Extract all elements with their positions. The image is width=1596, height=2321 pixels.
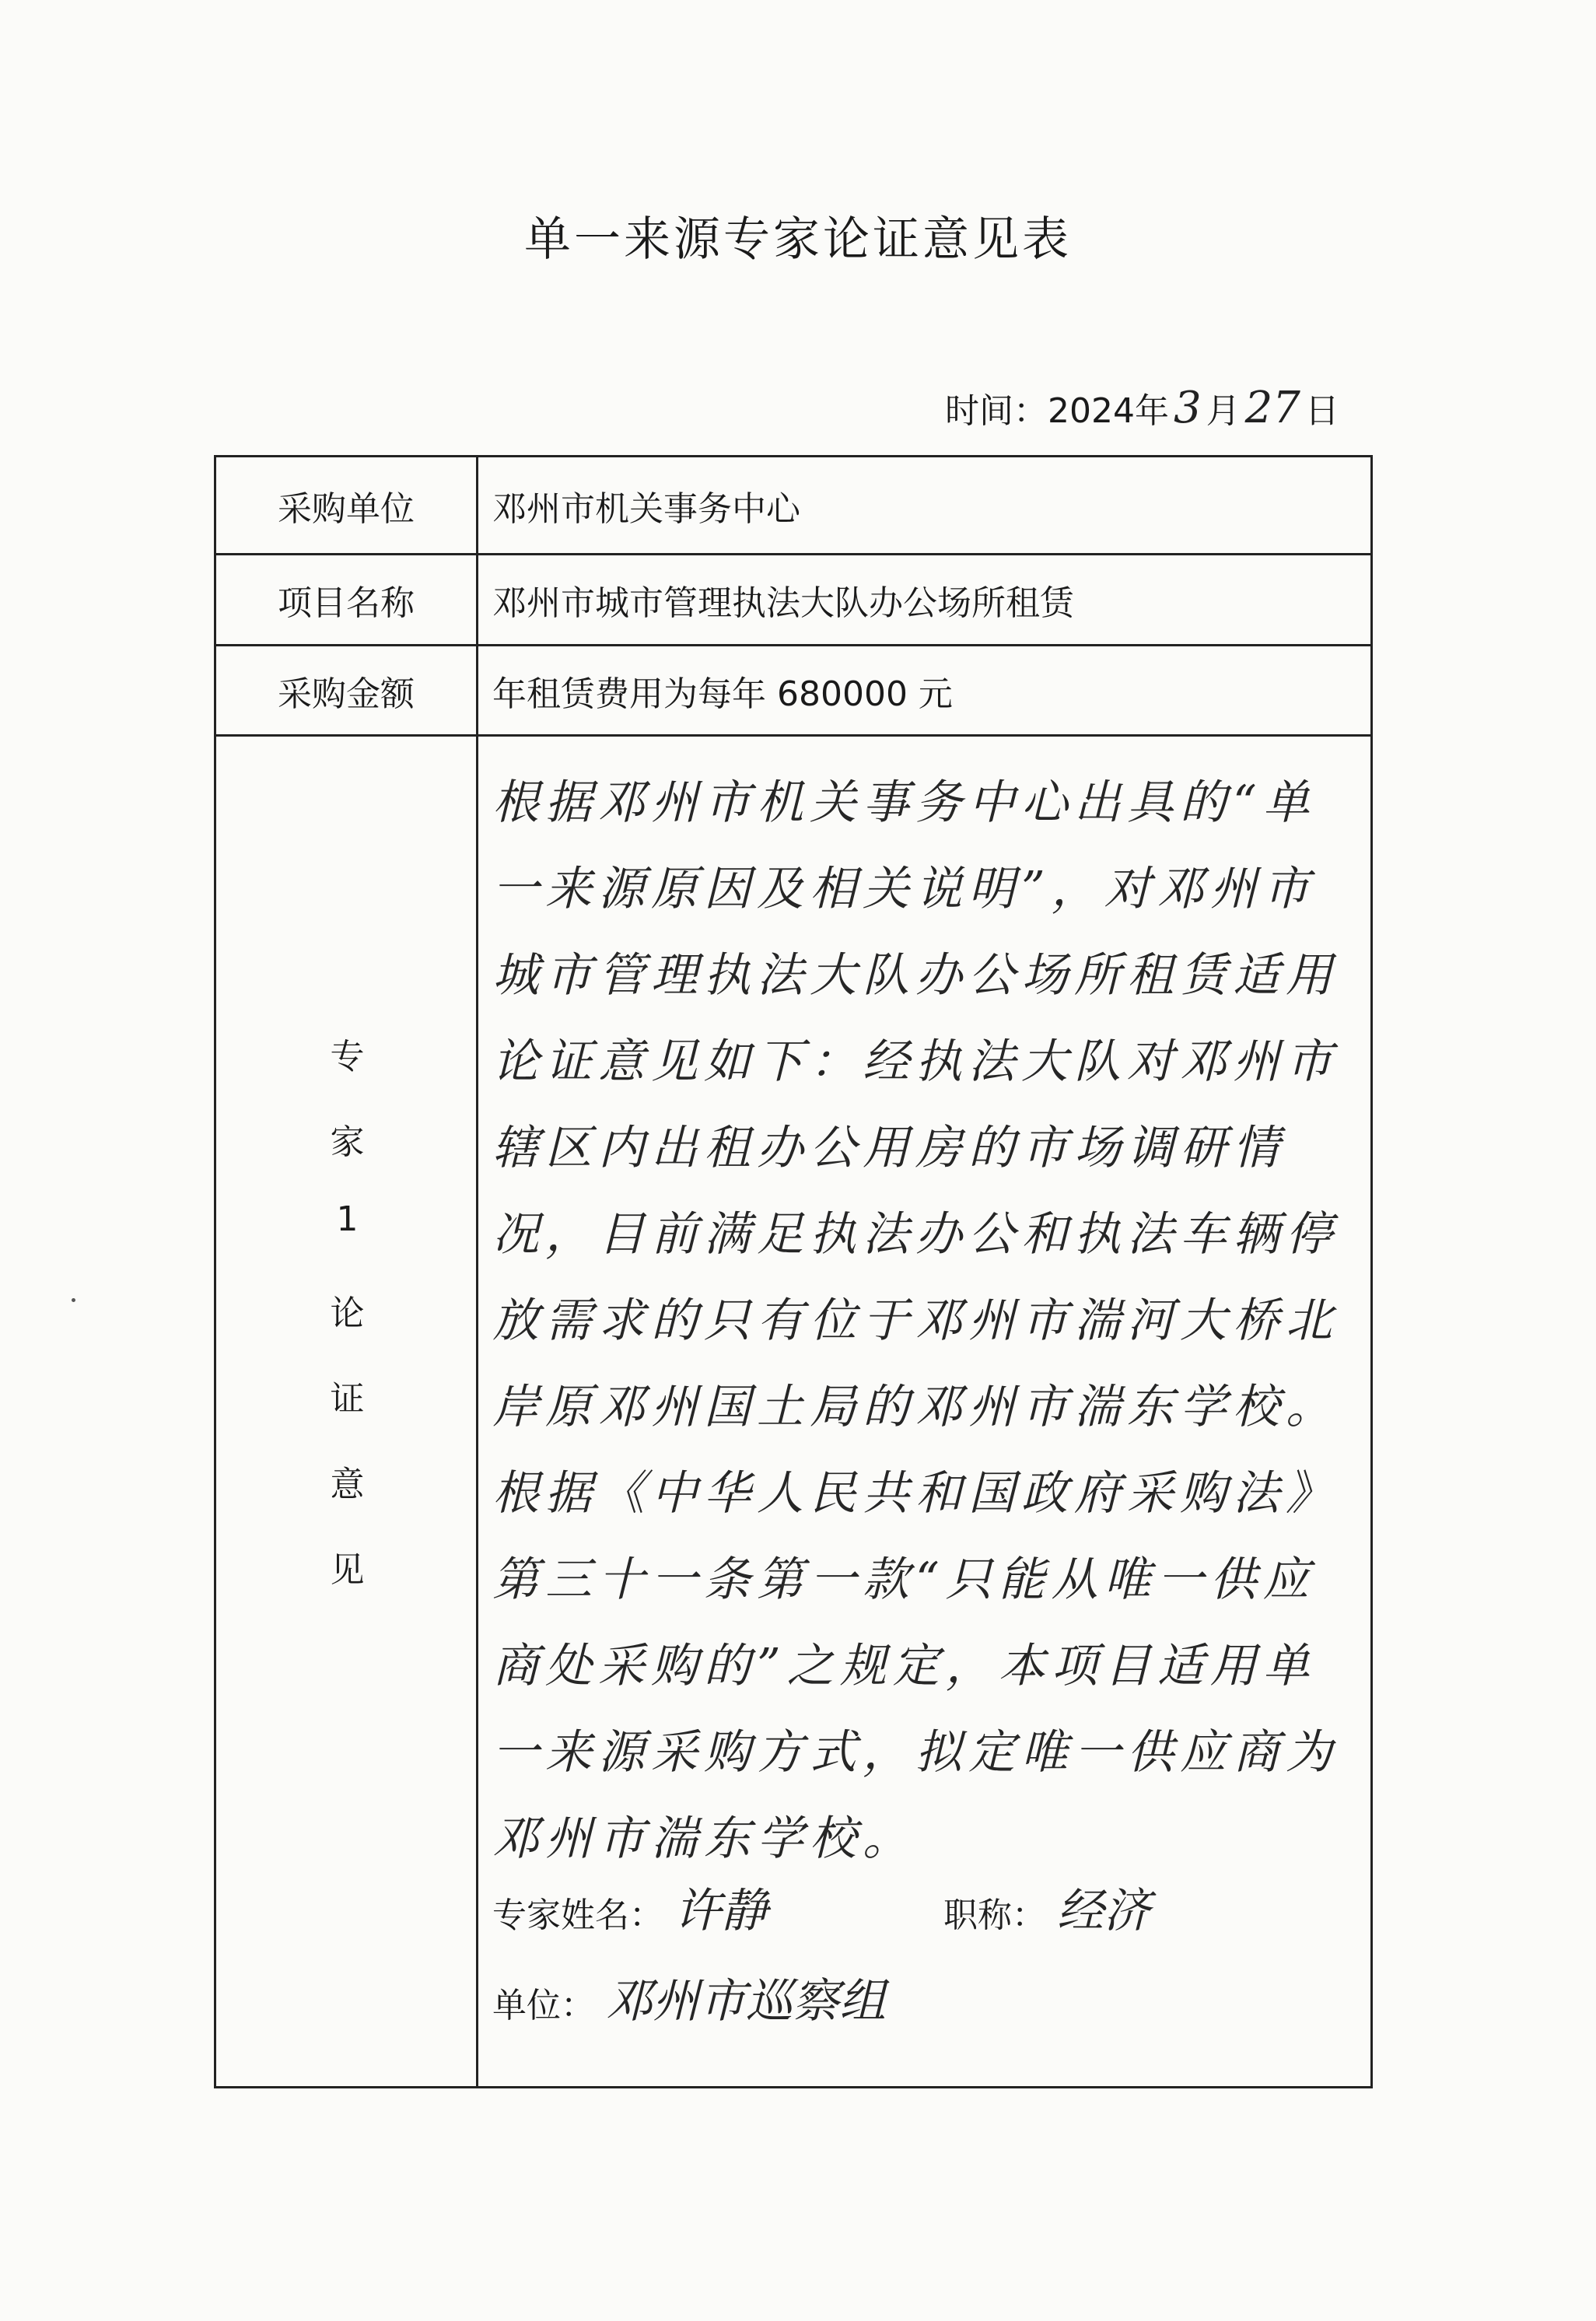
date-month: 3 (1173, 383, 1202, 433)
opinion-label-char: 见 (330, 1550, 365, 1590)
purchaser-label: 采购单位 (216, 457, 478, 553)
paper-speck (72, 1298, 75, 1302)
project-value: 邓州市城市管理执法大队办公场所租赁 (492, 583, 1074, 623)
opinion-label-char: 专 (330, 1037, 365, 1076)
expert-unit-value: 邓州市巡察组 (606, 1974, 886, 2029)
expert-title-label: 职称： (943, 1896, 1046, 1935)
handwritten-opinion-text: 根据邓州市机关事务中心出具的“单一来源原因及相关说明”，对邓州市城市管理执法大队办公场所租赁适用论证意见如下：经执法大队对邓州市辖区内出租办公用房的市场调研情况，目前满足执法办公和执法车辆停放需求的只有位于邓州市湍河大桥北岸原邓州国土局的邓州市湍东学校。根据《中华人民共和国政府采购法》第三十一条第一款“只能从唯一供应商处采购的”之规定，本项目适用单一来源采购方式，拟定唯一供应商为邓州市湍东学校。 (492, 775, 1339, 1866)
opinion-label-char: 意 (330, 1465, 365, 1504)
page-title: 单一来源专家论证意见表 (524, 212, 1072, 267)
expert-title-value: 经济 (1057, 1884, 1150, 1938)
project-label: 项目名称 (216, 555, 478, 644)
opinion-label-char: 论 (330, 1294, 365, 1333)
date-line (945, 383, 1339, 433)
date-year-unit: 年 (1134, 391, 1169, 431)
date-month-unit: 月 (1206, 391, 1241, 431)
date-day-unit: 日 (1304, 391, 1339, 431)
expert-unit-label: 单位： (492, 1986, 595, 2025)
opinion-label-char: 证 (330, 1379, 365, 1419)
purchaser-value: 邓州市机关事务中心 (492, 488, 800, 529)
expert-opinion-section (216, 737, 1370, 2088)
opinion-label-char: 家 (330, 1122, 365, 1162)
amount-label: 采购金额 (216, 646, 478, 734)
expert-opinion-label (216, 737, 478, 2088)
opinion-label-char: 1 (336, 1199, 359, 1239)
expert-name-signature: 许静 (674, 1884, 768, 1938)
amount-value: 年租赁费用为每年 680000 元 (492, 674, 953, 714)
expert-title-line (943, 1874, 1150, 1941)
date-label: 时间： (945, 391, 1048, 431)
expert-name-label: 专家姓名： (492, 1896, 663, 1935)
table-row-amount (216, 646, 1370, 737)
form-table (214, 455, 1373, 2088)
table-row-purchaser (216, 457, 1370, 555)
expert-unit-line (492, 1964, 886, 2031)
expert-name-line (492, 1874, 768, 1941)
date-year: 2024 (1048, 391, 1135, 431)
table-row-project (216, 555, 1370, 646)
date-day: 27 (1244, 383, 1300, 433)
